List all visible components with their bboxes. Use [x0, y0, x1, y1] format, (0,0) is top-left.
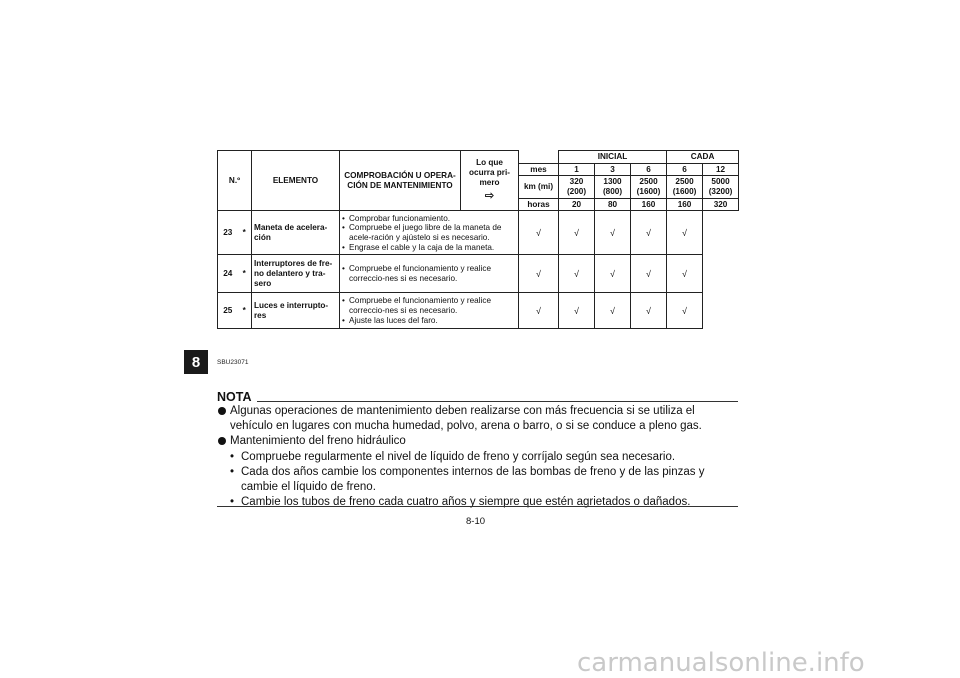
- unit-value: 6: [631, 163, 667, 176]
- unit-label: km (mi): [519, 176, 559, 198]
- header-inicial: INICIAL: [559, 151, 667, 164]
- check-mark: √: [595, 255, 631, 293]
- bullet-icon: [218, 407, 226, 415]
- check-item: • Engrase el cable y la caja de la maneta.: [342, 243, 516, 253]
- row-element: Luces e interrupto-res: [252, 293, 340, 329]
- table-row: [218, 255, 739, 293]
- unit-value: 320: [703, 198, 739, 211]
- note-item: [217, 404, 740, 434]
- note-subitem-text: Cambie los tubos de freno cada cuatro años y siempre que estén agrietados o dañados.: [241, 496, 691, 509]
- row-number: 24: [218, 255, 238, 293]
- sub-bullet-icon: •: [230, 465, 235, 478]
- check-mark: √: [631, 293, 667, 329]
- check-mark: √: [631, 255, 667, 293]
- unit-value: 1300 (800): [595, 176, 631, 198]
- header-check: COMPROBACIÓN U OPERA-CIÓN DE MANTENIMIENTO: [340, 151, 461, 211]
- note-subitem: [217, 495, 740, 510]
- row-checks: [340, 211, 519, 255]
- row-element: Maneta de acelera-ción: [252, 211, 340, 255]
- unit-label: horas: [519, 198, 559, 211]
- row-checks: [340, 293, 519, 329]
- check-mark: √: [519, 293, 559, 329]
- note-subitem: [217, 450, 740, 465]
- chapter-tab: 8: [184, 350, 208, 374]
- unit-value: 3: [595, 163, 631, 176]
- table-row: [218, 211, 739, 255]
- page-number: 8-10: [466, 516, 486, 527]
- check-mark: √: [595, 211, 631, 255]
- unit-value: 160: [631, 198, 667, 211]
- check-item: • Compruebe el juego libre de la maneta de acele-ración y ajústelo si es necesario.: [342, 223, 516, 242]
- row-star: *: [238, 211, 252, 255]
- check-item: • Compruebe el funcionamiento y realice correccio-nes si es necesario.: [342, 264, 516, 283]
- header-blank: [519, 151, 559, 164]
- unit-label: mes: [519, 163, 559, 176]
- unit-value: 12: [703, 163, 739, 176]
- check-item: • Compruebe el funcionamiento y realice correccio-nes si es necesario.: [342, 296, 516, 315]
- unit-value: 320 (200): [559, 176, 595, 198]
- note-body: [217, 404, 740, 510]
- note-subitem-text: Cada dos años cambie los componentes internos de las bombas de freno y de las pinzas y cambie el líquido de freno.: [241, 465, 705, 494]
- header-first-label: Lo que ocurra pri-mero: [469, 158, 510, 187]
- check-mark: √: [519, 255, 559, 293]
- unit-value: 80: [595, 198, 631, 211]
- sub-bullet-icon: •: [230, 450, 235, 463]
- arrow-right-icon: ⇨: [484, 190, 495, 203]
- unit-value: 20: [559, 198, 595, 211]
- watermark: carmanualsonline.info: [577, 648, 865, 678]
- note-title: NOTA: [217, 390, 252, 404]
- check-mark: √: [631, 211, 667, 255]
- unit-value: 2500 (1600): [667, 176, 703, 198]
- unit-value: 6: [667, 163, 703, 176]
- check-mark: √: [559, 255, 595, 293]
- check-mark: √: [519, 211, 559, 255]
- note-item-text: Algunas operaciones de mantenimiento deben realizarse con más frecuencia si se utiliza el vehículo en lugares con mucha humedad, polvo, arena o barro, o si se conduce a pleno gas.: [230, 405, 702, 433]
- unit-value: 2500 (1600): [631, 176, 667, 198]
- header-first: [461, 151, 519, 211]
- header-element: ELEMENTO: [252, 151, 340, 211]
- check-mark: √: [667, 211, 703, 255]
- note-item: [217, 434, 740, 449]
- note-item-text: Mantenimiento del freno hidráulico: [230, 435, 406, 448]
- unit-value: 160: [667, 198, 703, 211]
- row-star: *: [238, 293, 252, 329]
- row-number: 25: [218, 293, 238, 329]
- header-cada: CADA: [667, 151, 739, 164]
- check-item: • Ajuste las luces del faro.: [342, 316, 516, 326]
- bottom-divider: [217, 506, 738, 507]
- unit-value: 1: [559, 163, 595, 176]
- check-mark: √: [595, 293, 631, 329]
- note-subitem-text: Compruebe regularmente el nivel de líquido de freno y corríjalo según sea necesario.: [241, 450, 676, 463]
- header-number: N.º: [218, 151, 252, 211]
- check-mark: √: [667, 293, 703, 329]
- check-item: • Comprobar funcionamiento.: [342, 214, 516, 224]
- row-checks: [340, 255, 519, 293]
- check-mark: √: [559, 293, 595, 329]
- unit-value: 5000 (3200): [703, 176, 739, 198]
- section-code: SBU23071: [217, 359, 249, 366]
- table-header-row-1: [218, 151, 739, 164]
- row-star: *: [238, 255, 252, 293]
- row-number: 23: [218, 211, 238, 255]
- check-mark: √: [559, 211, 595, 255]
- maintenance-table: [217, 150, 739, 329]
- sub-bullet-icon: •: [230, 496, 235, 509]
- table-row: [218, 293, 739, 329]
- bullet-icon: [218, 437, 226, 445]
- check-mark: √: [667, 255, 703, 293]
- note-subitem: [217, 465, 740, 495]
- row-element: Interruptores de fre-no delantero y tra-sero: [252, 255, 340, 293]
- note-divider: [257, 401, 738, 402]
